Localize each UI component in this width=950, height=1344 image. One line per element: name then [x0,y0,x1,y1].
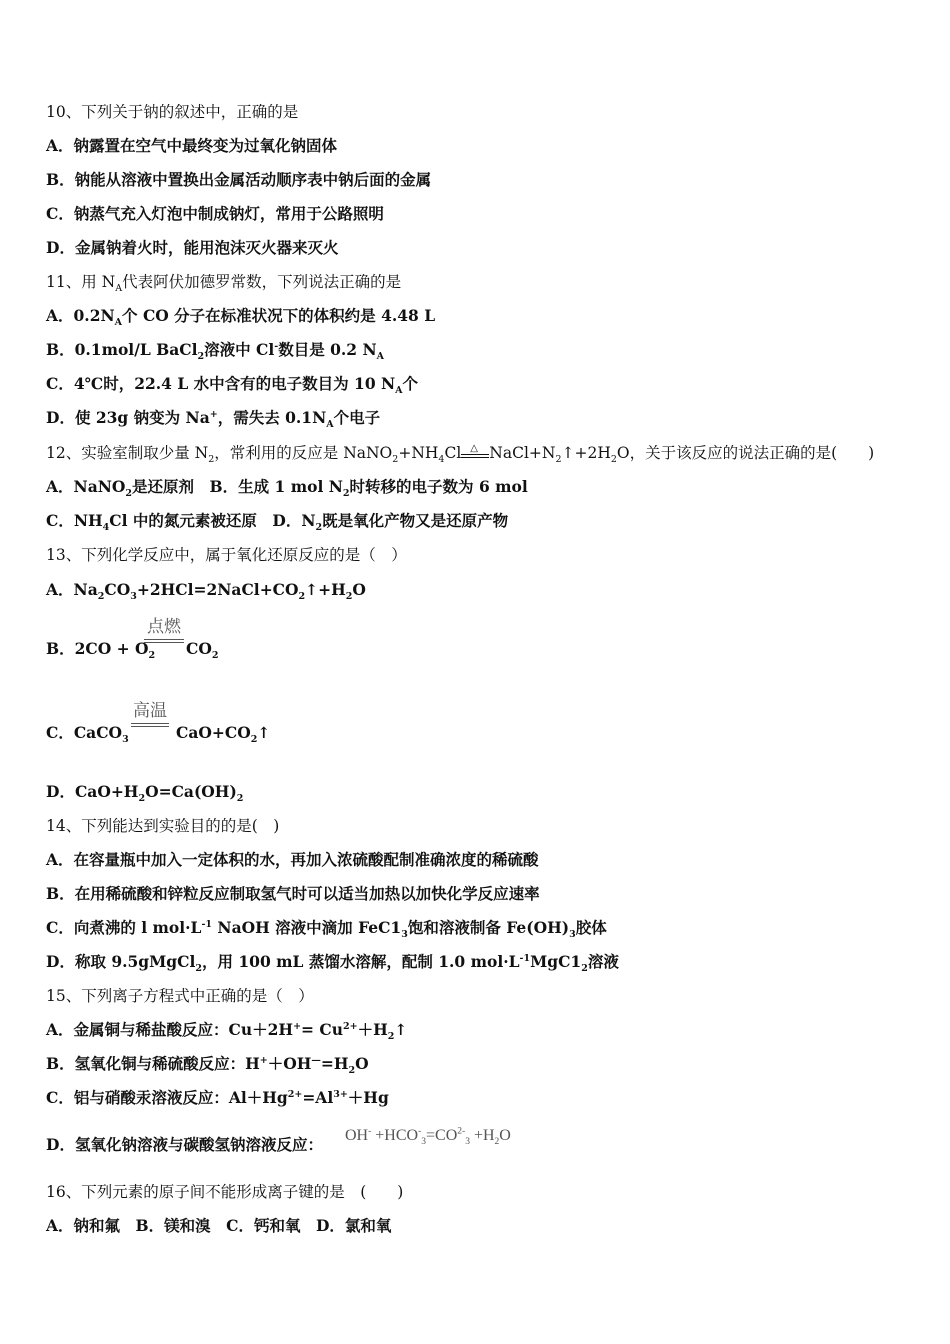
q13-option-c: C．CaCO$_3$ [46,723,129,746]
q14-option-b: B．在用稀硫酸和锌粒反应制取氢气时可以适当加热以加快化学反应速率 [46,884,540,903]
q15-option-d-equation: $OH^- +HCO^-_3=CO^{2-}_3 +H_2O$ [345,1126,511,1148]
q10-stem: 10、下列关于钠的叙述中，正确的是 [46,103,299,121]
q16-stem: 16、下列元素的原子间不能形成离子键的是 ( ) [46,1183,404,1201]
q14-option-a: A．在容量瓶中加入一定体积的水，再加入浓硫酸配制准确浓度的稀硫酸 [46,850,539,869]
q11-stem: 11、用 $N_A$代表阿伏加德罗常数，下列说法正确的是 [46,273,402,295]
q15-option-d: D．氢氧化钠溶液与碳酸氢钠溶液反应： [46,1135,323,1154]
q11-option-d: D．使 23g 钠变为 Na+，需失去 $0.1N_A$个电子 [46,408,381,431]
q13-option-c-product: $CaO+CO_2↑$ [176,723,271,746]
q14-option-d: D．称取 9.5gMgCl$_2$，用 100 mL 蒸馏水溶解，配制 1.0 $mol\cdot L^{-1}MgC1_2$溶液 [46,952,619,975]
q10-option-b: B．钠能从溶液中置换出金属活动顺序表中钠后面的金属 [46,170,432,189]
q14-stem: 14、下列能达到实验目的的是( ) [46,817,280,835]
q13-stem: 13、下列化学反应中，属于氧化还原反应的是（ ） [46,546,407,564]
q10-option-d: D．金属钠着火时，能用泡沫灭火器来灭火 [46,238,339,257]
q12-options-cd: C．$NH_4Cl$ 中的氮元素被还原 D．$N_2$既是氧化产物又是还原产物 [46,511,509,534]
q15-option-b: B．氢氧化铜与稀硫酸反应：$H^++OH^—=H_2O$ [46,1054,369,1077]
q13-option-b: B．$2CO + O_2$ [46,639,156,662]
q11-option-a: A．$0.2N_A$个 CO 分子在标准状况下的体积约是 4.48 L [46,306,436,329]
heat-condition-arrow: △ [461,444,489,460]
q13-option-a: A．$Na_2CO_3+2HCl=2NaCl+CO_2↑+H_2O$ [46,580,366,603]
q12-options-ab: A．NaNO$_2$是还原剂 B．生成 1 mol $N_2$时转移的电子数为 6 mol [46,477,528,500]
q15-stem: 15、下列离子方程式中正确的是（ ） [46,987,314,1005]
q11-option-b: B．0.1mol/L BaCl$_2$溶液中 Cl-数目是 0.2 $N_A$ [46,340,385,363]
q14-option-c: C．向煮沸的 l $mol\cdot L^{-1}$ NaOH 溶液中滴加 $FeC1_3$饱和溶液制备 $Fe(OH)_3$胶体 [46,918,607,941]
q12-stem: 12、实验室制取少量 $N_2$，常利用的反应是 $NaNO_2+NH_4Cl$ △ $NaCl+N_2↑+2H_2O$，关于该反应的说法正确的是( ) [46,443,875,466]
q16-options: A．钠和氟 B．镁和溴 C．钙和氧 D．氯和氧 [46,1216,392,1235]
q15-option-c: C．铝与硝酸汞溶液反应：$Al+Hg^{2+}=Al^{3+}+Hg$ [46,1088,389,1107]
q13-option-b-product: $CO_2$ [186,639,219,662]
q15-option-a: A．金属铜与稀盐酸反应：$Cu+2H^+= Cu^{2+}+H_2↑$ [46,1020,408,1043]
q10-option-a: A．钠露置在空气中最终变为过氧化钠固体 [46,136,338,155]
q13-option-d: D．$CaO+H_2O=Ca(OH)_2$ [46,782,244,805]
q11-option-c: C．4℃时，22.4 L 水中含有的电子数目为 10 $N_A$个 [46,374,419,397]
ignite-condition: 点燃 [143,612,185,643]
q10-option-c: C．钠蒸气充入灯泡中制成钠灯，常用于公路照明 [46,204,384,223]
high-temp-condition: 高温 [130,696,170,727]
